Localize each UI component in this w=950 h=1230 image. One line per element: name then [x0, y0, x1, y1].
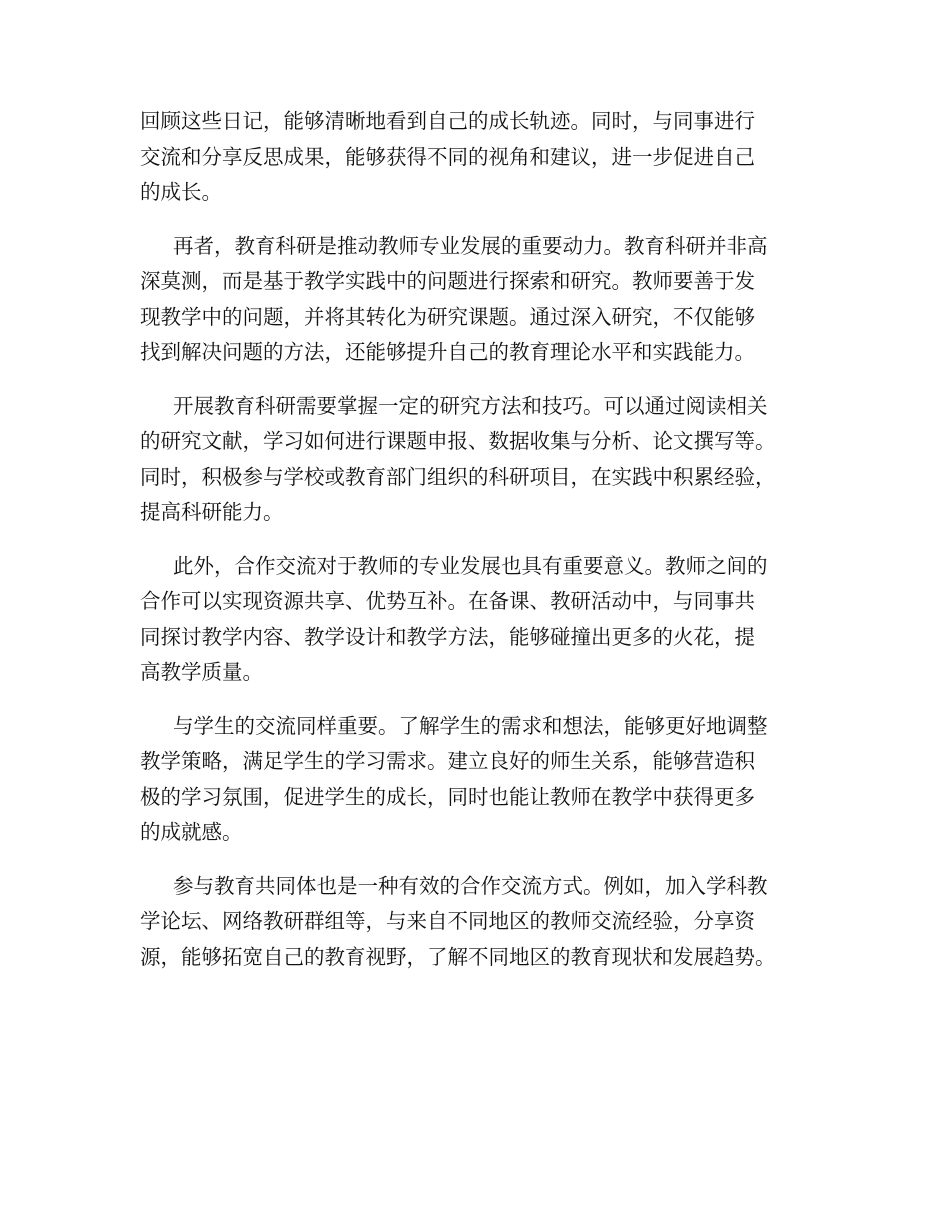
paragraph-education-community: [140, 869, 830, 976]
text-line: 同探讨教学内容、教学设计和教学方法，能够碰撞出更多的火花，提: [140, 624, 755, 649]
paragraph-collaboration: [140, 549, 830, 691]
text-line: 的成长。: [140, 180, 222, 204]
text-line: 同时，积极参与学校或教育部门组织的科研项目，在实践中积累经验，: [140, 464, 776, 489]
text-line: 现教学中的问题，并将其转化为研究课题。通过深入研究，不仅能够: [140, 304, 755, 329]
text-line: 回顾这些日记，能够清晰地看到自己的成长轨迹。同时，与同事进行: [140, 109, 755, 133]
text-line: 学论坛、网络教研群组等，与来自不同地区的教师交流经验，分享资: [140, 909, 755, 933]
text-line: 找到解决问题的方法，还能够提升自己的教育理论水平和实践能力。: [140, 340, 755, 364]
document-body: [140, 104, 830, 993]
text-line: 参与教育共同体也是一种有效的合作交流方式。例如，加入学科教: [173, 873, 768, 898]
text-line: 的研究文献，学习如何进行课题申报、数据收集与分析、论文撰写等。: [140, 429, 776, 453]
text-line: 高教学质量。: [140, 660, 263, 684]
paragraph-research-motivation: [140, 229, 830, 371]
text-line: 与学生的交流同样重要。了解学生的需求和想法，能够更好地调整: [173, 713, 768, 738]
text-line: 源，能够拓宽自己的教育视野，了解不同地区的教育现状和发展趋势。: [140, 944, 776, 969]
text-line: 教学策略，满足学生的学习需求。建立良好的师生关系，能够营造积: [140, 749, 755, 773]
text-line: 交流和分享反思成果，能够获得不同的视角和建议，进一步促进自己: [140, 144, 755, 169]
text-line: 深莫测，而是基于教学实践中的问题进行探索和研究。教师要善于发: [140, 269, 755, 293]
text-line: 提高科研能力。: [140, 500, 284, 524]
paragraph-reflection-diary: [140, 104, 830, 211]
text-line: 再者，教育科研是推动教师专业发展的重要动力。教育科研并非高: [173, 233, 768, 258]
text-line: 此外，合作交流对于教师的专业发展也具有重要意义。教师之间的: [173, 553, 768, 578]
text-line: 合作可以实现资源共享、优势互补。在备课、教研活动中，与同事共: [140, 589, 755, 613]
text-line: 的成就感。: [140, 820, 243, 844]
text-line: 极的学习氛围，促进学生的成长，同时也能让教师在教学中获得更多: [140, 784, 755, 809]
paragraph-research-methods: [140, 389, 830, 531]
text-line: 开展教育科研需要掌握一定的研究方法和技巧。可以通过阅读相关: [173, 393, 768, 418]
paragraph-student-communication: [140, 709, 830, 851]
